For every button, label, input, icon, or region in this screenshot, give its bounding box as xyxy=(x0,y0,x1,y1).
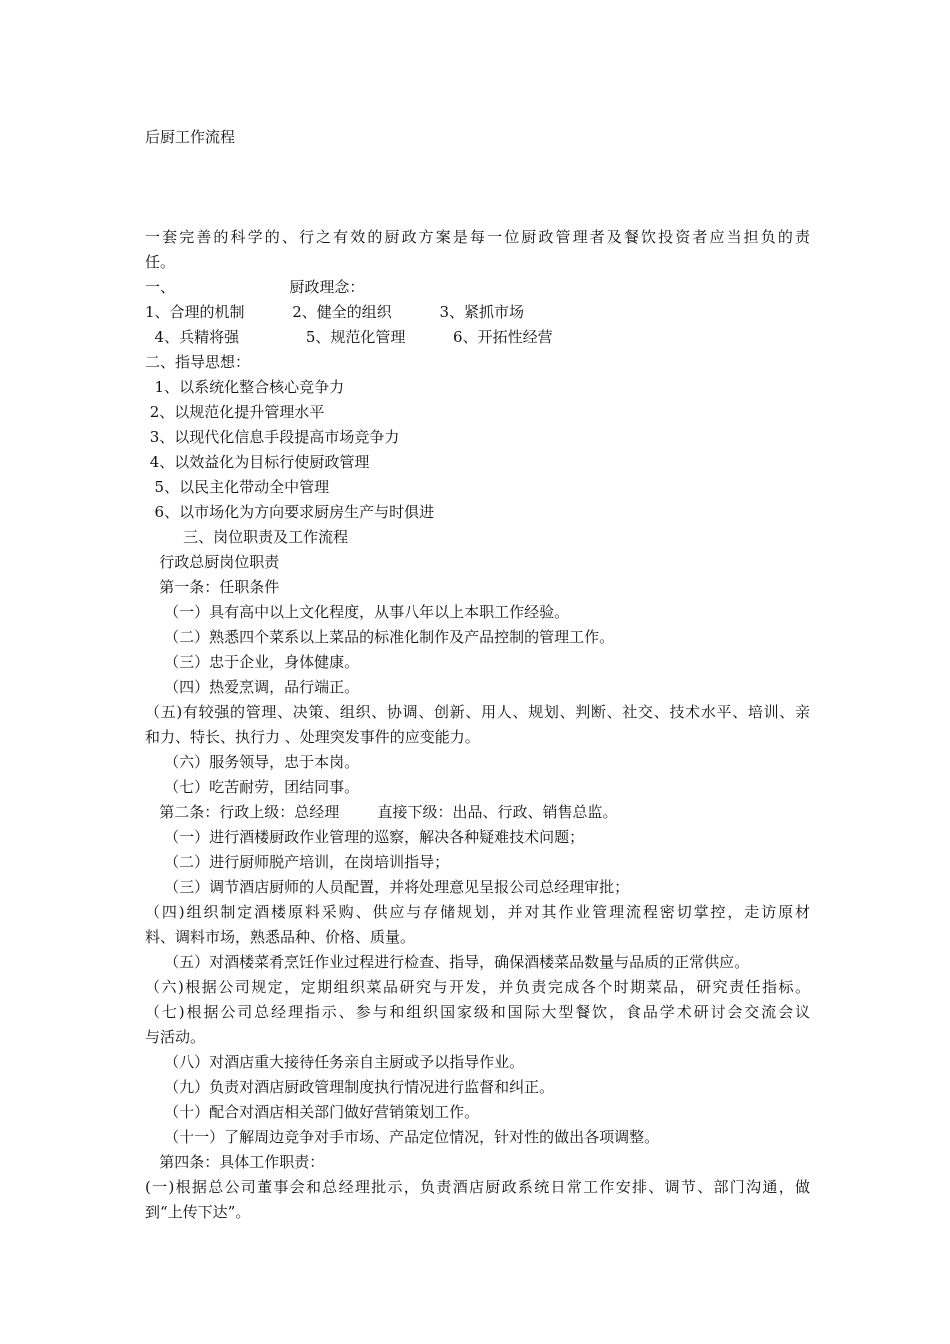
text-line: （三）忠于企业，身体健康。 xyxy=(145,653,360,671)
text-line: （五）对酒楼菜肴烹饪作业过程进行检查、指导，确保酒楼菜品数量与品质的正常供应。 xyxy=(145,953,750,971)
text-line: 一、 厨政理念： xyxy=(145,278,365,296)
text-line: 3、以现代化信息手段提高市场竞争力 xyxy=(145,428,400,446)
text-line: 二、指导思想： xyxy=(145,353,251,371)
text-line: （七)根据公司总经理指示、参与和组织国家级和国际大型餐饮，食品学术研讨会交流会议 xyxy=(145,1003,810,1021)
text-line: 行政总厨岗位职责 xyxy=(145,553,280,571)
text-line: （四）热爱烹调，品行端正。 xyxy=(145,678,360,696)
document-title: 后厨工作流程 xyxy=(145,128,236,146)
text-line: 与活动。 xyxy=(145,1028,206,1046)
text-line: 第二条：行政上级：总经理 直接下级：出品、行政、销售总监。 xyxy=(145,803,618,821)
text-line: 第一条：任职条件 xyxy=(145,578,280,596)
text-line: （三）调节酒店厨师的人员配置，并将处理意见呈报公司总经理审批； xyxy=(145,878,630,896)
text-line: 任。 xyxy=(145,253,176,271)
text-line: 第四条：具体工作职责： xyxy=(145,1153,325,1171)
text-line: 一套完善的科学的、行之有效的厨政方案是每一位厨政管理者及餐饮投资者应当担负的责 xyxy=(145,228,810,246)
text-line: （二）熟悉四个菜系以上菜品的标准化制作及产品控制的管理工作。 xyxy=(145,628,615,646)
text-line: 1、以系统化整合核心竞争力 xyxy=(145,378,345,396)
text-line: （十一）了解周边竞争对手市场、产品定位情况，针对性的做出各项调整。 xyxy=(145,1128,660,1146)
text-line: （五)有较强的管理、决策、组织、协调、创新、用人、规划、判断、社交、技术水平、培训、亲 xyxy=(145,703,810,721)
text-line: 到“上传下达”。 xyxy=(145,1203,251,1221)
text-line: （一）具有高中以上文化程度，从事八年以上本职工作经验。 xyxy=(145,603,570,621)
text-line: 4、以效益化为目标行使厨政管理 xyxy=(145,453,370,471)
text-line: 和力、特长、执行力 、处理突发事件的应变能力。 xyxy=(145,728,480,746)
text-line: 6、以市场化为方向要求厨房生产与时俱进 xyxy=(145,503,435,521)
text-line: （一）进行酒楼厨政作业管理的巡察，解决各种疑难技术问题； xyxy=(145,828,585,846)
text-line: （九）负责对酒店厨政管理制度执行情况进行监督和纠正。 xyxy=(145,1078,555,1096)
text-line: 5、以民主化带动全中管理 xyxy=(145,478,330,496)
text-line: 2、以规范化提升管理水平 xyxy=(145,403,325,421)
text-line: 1、合理的机制 2、健全的组织 3、紧抓市场 xyxy=(145,303,524,321)
text-line: （四)组织制定酒楼原料采购、供应与存储规划，并对其作业管理流程密切掌控，走访原材 xyxy=(145,903,810,921)
text-line: (一)根据总公司董事会和总经理批示，负责酒店厨政系统日常工作安排、调节、部门沟通，做 xyxy=(145,1178,810,1196)
text-line: （六）服务领导，忠于本岗。 xyxy=(145,753,360,771)
text-line: （二）进行厨师脱产培训，在岗培训指导； xyxy=(145,853,450,871)
text-line: （八）对酒店重大接待任务亲自主厨或予以指导作业。 xyxy=(145,1053,525,1071)
text-line: 料、调料市场，熟悉品种、价格、质量。 xyxy=(145,928,416,946)
text-line: （六)根据公司规定，定期组织菜品研究与开发，并负责完成各个时期菜品，研究责任指标。 xyxy=(145,978,810,996)
text-line: （十）配合对酒店相关部门做好营销策划工作。 xyxy=(145,1103,480,1121)
text-line: 4、兵精将强 5、规范化管理 6、开拓性经营 xyxy=(145,328,553,346)
text-line: 三、岗位职责及工作流程 xyxy=(145,528,349,546)
document-body xyxy=(145,225,810,1225)
text-line: （七）吃苦耐劳，团结同事。 xyxy=(145,778,360,796)
